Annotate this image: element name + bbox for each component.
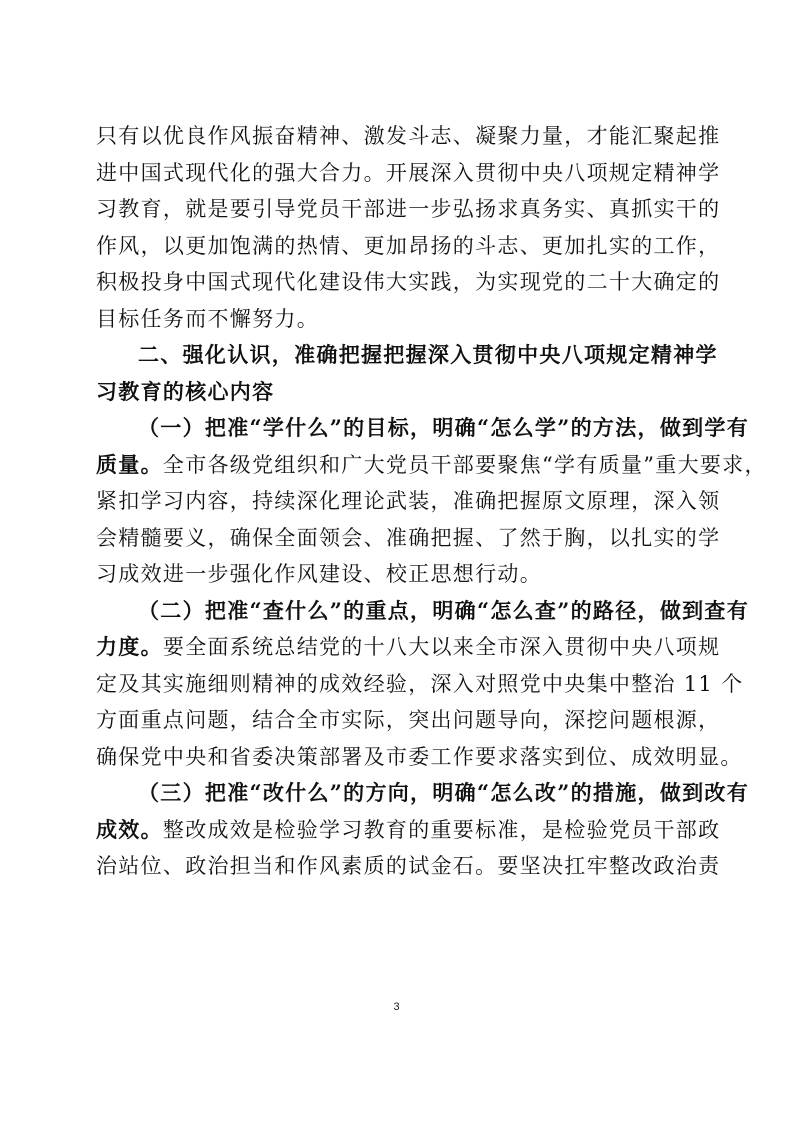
text-line: 只有以优良作风振奋精神、激发斗志、凝聚力量，才能汇聚起推 xyxy=(96,124,721,148)
text-line: 进中国式现代化的强大合力。开展深入贯彻中央八项规定精神学 xyxy=(96,160,721,185)
text-line: 作风，以更加饱满的热情、更加昂扬的斗志、更加扎实的工作， xyxy=(96,233,721,258)
text-line: 确保党中央和省委决策部署及市委工作要求落实到位、成效明显。 xyxy=(96,744,743,769)
text-line: 治站位、政治担当和作风素质的试金石。要坚决扛牢整改政治责 xyxy=(96,854,721,878)
item-lead: 质量。 xyxy=(96,451,163,477)
item-title-line: （一）把准“学什么”的目标，明确“怎么学”的方法，做到学有 xyxy=(138,415,750,440)
text-line: 会精髓要义，确保全面领会、准确把握、了然于胸，以扎实的学 xyxy=(96,525,721,550)
document-body xyxy=(96,118,767,885)
section-heading xyxy=(96,337,718,410)
item-one xyxy=(96,410,767,593)
text-line xyxy=(96,629,721,666)
item-three xyxy=(96,775,750,885)
item-lead: 力度。 xyxy=(96,634,163,659)
text-line: 定及其实施细则精神的成效经验，深入对照党中央集中整治 11 个 xyxy=(96,671,744,696)
text-line xyxy=(96,812,721,849)
text-line: 方面重点问题，结合全市实际，突出问题导向，深挖问题根源， xyxy=(96,708,721,732)
paragraph-intro xyxy=(96,118,721,337)
text-line: 目标任务而不懈努力。 xyxy=(96,306,319,331)
text-line: 紧扣学习内容，持续深化理论武装，准确把握原文原理，深入领 xyxy=(96,489,721,513)
text-line xyxy=(96,447,767,484)
item-title-line: （三）把准“改什么”的方向，明确“怎么改”的措施，做到改有 xyxy=(138,780,750,805)
text-line: 积极投身中国式现代化建设伟大实践，为实现党的二十大确定的 xyxy=(96,270,721,294)
page-number: 3 xyxy=(393,1001,400,1013)
item-two xyxy=(96,593,750,776)
text-line: 习教育，就是要引导党员干部进一步弘扬求真务实、真抓实干的 xyxy=(96,197,721,221)
heading-line: 习教育的核心内容 xyxy=(96,379,275,404)
item-text: 整改成效是检验学习教育的重要标准，是检验党员干部政 xyxy=(162,817,721,842)
heading-line: 二、强化认识，准确把握把握深入贯彻中央八项规定精神学 xyxy=(138,343,718,367)
item-text: 全市各级党组织和广大党员干部要聚焦“学有质量”重大要求， xyxy=(162,452,767,477)
item-title-line: （二）把准“查什么”的重点，明确“怎么查”的路径，做到查有 xyxy=(138,597,750,623)
text-line: 习成效进一步强化作风建设、校正思想行动。 xyxy=(96,562,542,586)
item-lead: 成效。 xyxy=(96,816,163,842)
item-text: 要全面系统总结党的十八大以来全市深入贯彻中央八项规 xyxy=(162,635,721,659)
